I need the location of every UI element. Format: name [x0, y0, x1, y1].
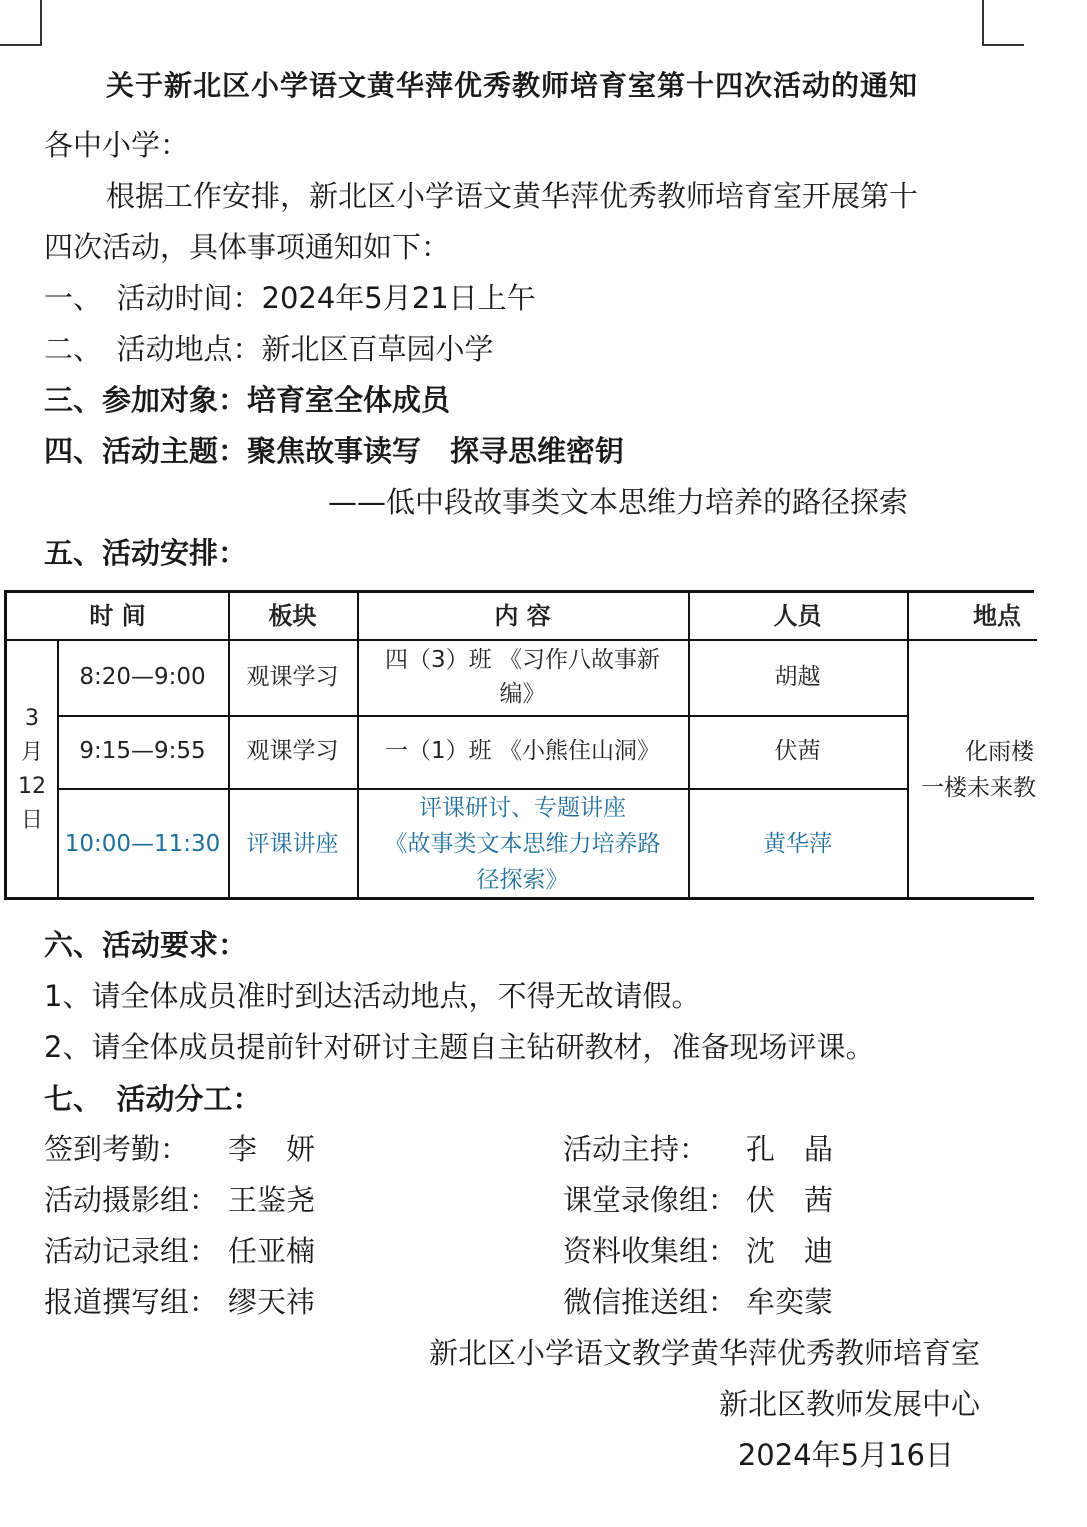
location-line: 一楼未来教 [921, 774, 1036, 801]
intro-paragraph-line-2: 四次活动，具体事项通知如下： [44, 230, 451, 264]
page-corner-mark-top-right [982, 0, 1024, 46]
schedule-heading: 五、活动安排： [44, 536, 248, 570]
date-part: 日 [20, 807, 43, 833]
notice-title: 关于新北区小学语文黄华萍优秀教师培育室第十四次活动的通知 [105, 69, 918, 102]
date-part: 月 [20, 739, 43, 765]
header-location: 地点 [973, 601, 1021, 630]
row1-person: 胡越 [774, 663, 821, 690]
requirement-item-1: 1、请全体成员准时到达活动地点，不得无故请假。 [44, 979, 701, 1013]
row3-time: 10:00—11:30 [64, 830, 221, 857]
row3-person: 黄华萍 [763, 830, 832, 857]
division-name: 王鉴尧 [228, 1183, 316, 1217]
item-participants: 三、参加对象：培育室全体成员 [44, 383, 451, 417]
date-cell [7, 639, 57, 900]
division-heading: 七、 活动分工： [44, 1082, 262, 1116]
row1-block: 观课学习 [246, 663, 339, 690]
location-line: 化雨楼 [965, 738, 1034, 765]
division-name: 缪天祎 [228, 1285, 316, 1319]
date-part: 12 [18, 773, 46, 799]
item-activity-time: 一、 活动时间：2024年5月21日上午 [44, 281, 536, 315]
page-corner-mark-top-left [0, 0, 42, 46]
salutation: 各中小学： [44, 128, 190, 162]
row3-content [357, 788, 688, 900]
row2-content: 一（1）班 《小熊住山洞》 [385, 738, 660, 764]
row1-content-line: 编》 [499, 681, 546, 707]
division-name: 沈 迪 [746, 1234, 834, 1268]
requirement-item-2: 2、请全体成员提前针对研讨主题自主钻研教材，准备现场评课。 [44, 1030, 875, 1064]
schedule-table [4, 590, 1034, 900]
row3-content-line: 径探索》 [476, 867, 569, 893]
footer-organization-2: 新北区教师发展中心 [718, 1387, 980, 1421]
row2-time: 9:15—9:55 [79, 738, 206, 764]
intro-paragraph-line-1: 根据工作安排，新北区小学语文黄华萍优秀教师培育室开展第十 [106, 179, 919, 213]
row1-content [357, 639, 688, 715]
division-role: 活动记录组： [44, 1234, 219, 1268]
division-name: 伏 茜 [746, 1183, 834, 1217]
header-block: 板块 [268, 601, 317, 630]
division-name: 牟奕蒙 [746, 1285, 834, 1319]
row2-block: 观课学习 [246, 738, 339, 764]
requirements-heading: 六、活动要求： [44, 928, 248, 962]
division-role: 课堂录像组： [563, 1183, 738, 1217]
header-time: 时 间 [89, 601, 146, 630]
division-role: 活动主持： [563, 1132, 709, 1166]
footer-organization-1: 新北区小学语文教学黄华萍优秀教师培育室 [428, 1336, 980, 1370]
row2-person: 伏茜 [774, 738, 821, 764]
row3-content-line: 《故事类文本思维力培养路 [384, 831, 661, 857]
item-theme-subtitle: ——低中段故事类文本思维力培养的路径探索 [328, 485, 909, 519]
division-role: 活动摄影组： [44, 1183, 219, 1217]
header-content: 内 容 [494, 601, 551, 630]
division-role: 签到考勤： [44, 1132, 190, 1166]
item-theme: 四、活动主题：聚焦故事读写 探寻思维密钥 [44, 434, 625, 468]
footer-date: 2024年5月16日 [737, 1438, 954, 1472]
date-part: 3 [25, 705, 39, 731]
location-cell [907, 639, 1087, 900]
division-role: 报道撰写组： [44, 1285, 219, 1319]
division-name: 孔 晶 [746, 1132, 834, 1166]
row1-time: 8:20—9:00 [79, 663, 206, 690]
header-person: 人员 [773, 601, 822, 630]
item-activity-place: 二、 活动地点：新北区百草园小学 [44, 332, 494, 366]
division-name: 李 妍 [228, 1132, 316, 1166]
division-role: 微信推送组： [563, 1285, 738, 1319]
division-name: 任亚楠 [228, 1234, 316, 1268]
division-role: 资料收集组： [563, 1234, 738, 1268]
row3-content-line: 评课研讨、专题讲座 [419, 795, 626, 821]
row1-content-line: 四（3）班 《习作八故事新 [385, 647, 660, 673]
row3-block: 评课讲座 [246, 830, 339, 857]
